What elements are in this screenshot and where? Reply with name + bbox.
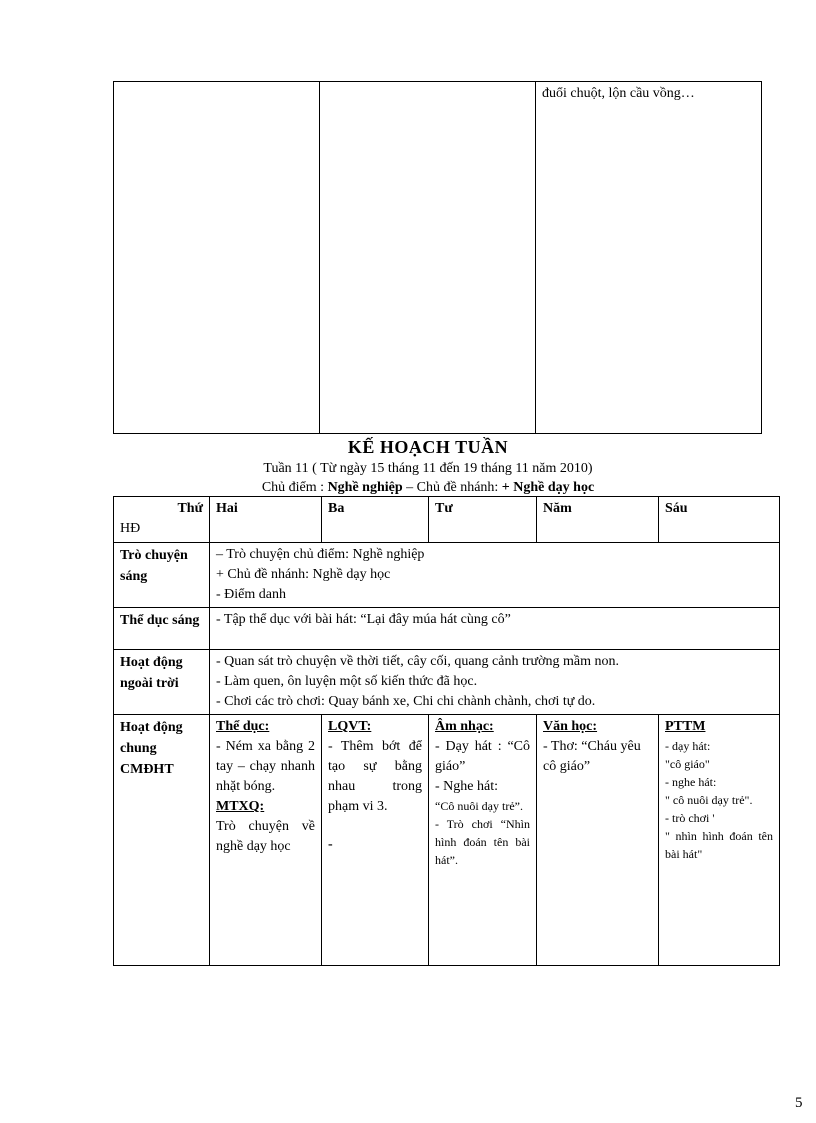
the-duc-content [210, 608, 780, 650]
day-sau: Sáu [659, 497, 780, 543]
topic-line [0, 480, 816, 496]
row-the-duc [114, 608, 780, 650]
sau-line-3: - nghe hát: [665, 775, 717, 789]
ngoai-troi-content [210, 650, 780, 715]
tu-line-3: “Cô nuôi dạy trẻ”. [435, 799, 523, 813]
topic-value: Nghề nghiệp [327, 480, 403, 495]
day-tu: Tư [429, 497, 537, 543]
cell-hai [210, 715, 322, 966]
page-number: 5 [795, 1095, 803, 1111]
row-label-ngoai-troi: Hoạt động ngoài trời [114, 650, 210, 715]
ba-dash: - [328, 837, 333, 852]
hai-text-2: Trò chuyện về nghề dạy học [216, 819, 315, 854]
list-item: - Quan sát trò chuyện về thời tiết, cây cối, quang cảnh trường mầm non. [216, 654, 620, 669]
subtopic-value: + Nghề dạy học [501, 480, 595, 495]
cell-nam [537, 715, 659, 966]
cell-ba [322, 715, 429, 966]
tro-chuyen-content [210, 543, 780, 608]
sau-line-4: " cô nuôi dạy trẻ". [665, 793, 753, 807]
row-label-the-duc: Thể dục sáng [114, 608, 210, 650]
continued-table [113, 81, 762, 434]
hai-title-2: MTXQ: [216, 799, 265, 814]
row-label-tro-chuyen: Trò chuyện sáng [114, 543, 210, 608]
corner-top: Thứ [177, 501, 203, 516]
topic-label: Chủ điểm : [261, 480, 325, 495]
continued-cell-1 [114, 82, 320, 434]
corner-bottom: HĐ [120, 521, 141, 536]
list-item: + Chủ đề nhánh: Nghề dạy học [216, 567, 391, 582]
day-hai: Hai [210, 497, 322, 543]
cell-tu [429, 715, 537, 966]
list-item: - Làm quen, ôn luyện một số kiến thức đã học. [216, 674, 478, 689]
plan-title: KẾ HOẠCH TUẦN [347, 437, 509, 457]
list-item: - Điểm danh [216, 587, 286, 602]
tu-line-1: - Dạy hát : “Cô giáo” [435, 739, 530, 774]
hai-text-1: - Ném xa bằng 2 tay – chạy nhanh nhặt bóng. [216, 739, 315, 794]
ba-text: - Thêm bớt để tạo sự bằng nhau trong phạm vi 3. [328, 739, 422, 814]
continued-cell-text: đuổi chuột, lộn cầu vồng… [542, 86, 695, 101]
week-line: Tuần 11 ( Từ ngày 15 tháng 11 đến 19 tháng 11 năm 2010) [263, 461, 593, 476]
tu-line-4: - Trò chơi “Nhìn hình đoán tên bài hát”. [435, 817, 530, 867]
hai-title-1: Thể dục: [216, 719, 270, 734]
sau-line-5: - trò chơi ' [665, 811, 715, 825]
sau-title: PTTM [665, 719, 706, 734]
continued-cell-3 [536, 82, 762, 434]
table-header-row [114, 497, 780, 543]
list-item: - Chơi các trò chơi: Quay bánh xe, Chi chi chành chành, chơi tự do. [216, 694, 596, 709]
cell-sau [659, 715, 780, 966]
tu-line-2: - Nghe hát: [435, 779, 498, 794]
continued-cell-2 [320, 82, 536, 434]
row-ngoai-troi [114, 650, 780, 715]
nam-title: Văn học: [543, 719, 598, 734]
list-item: - Tập thể dục với bài hát: “Lại đây múa hát cùng cô” [216, 612, 511, 627]
row-hoat-dong-chung [114, 715, 780, 966]
ba-title: LQVT: [328, 719, 372, 734]
list-item: – Trò chuyện chủ điểm: Nghề nghiệp [216, 547, 425, 562]
weekly-plan-table [113, 496, 780, 966]
tu-title: Âm nhạc: [435, 719, 494, 734]
subtopic-label: – Chủ đề nhánh: [406, 480, 499, 495]
corner-cell [114, 497, 210, 543]
sau-line-2: "cô giáo" [665, 757, 710, 771]
sau-line-6: " nhìn hình đoán tên bài hát" [665, 829, 773, 861]
nam-text: - Thơ: “Cháu yêu cô giáo” [543, 739, 641, 774]
row-label-chung: Hoạt động chung CMĐHT [114, 715, 210, 966]
day-ba: Ba [322, 497, 429, 543]
row-tro-chuyen [114, 543, 780, 608]
sau-line-1: - dạy hát: [665, 739, 711, 753]
day-nam: Năm [537, 497, 659, 543]
